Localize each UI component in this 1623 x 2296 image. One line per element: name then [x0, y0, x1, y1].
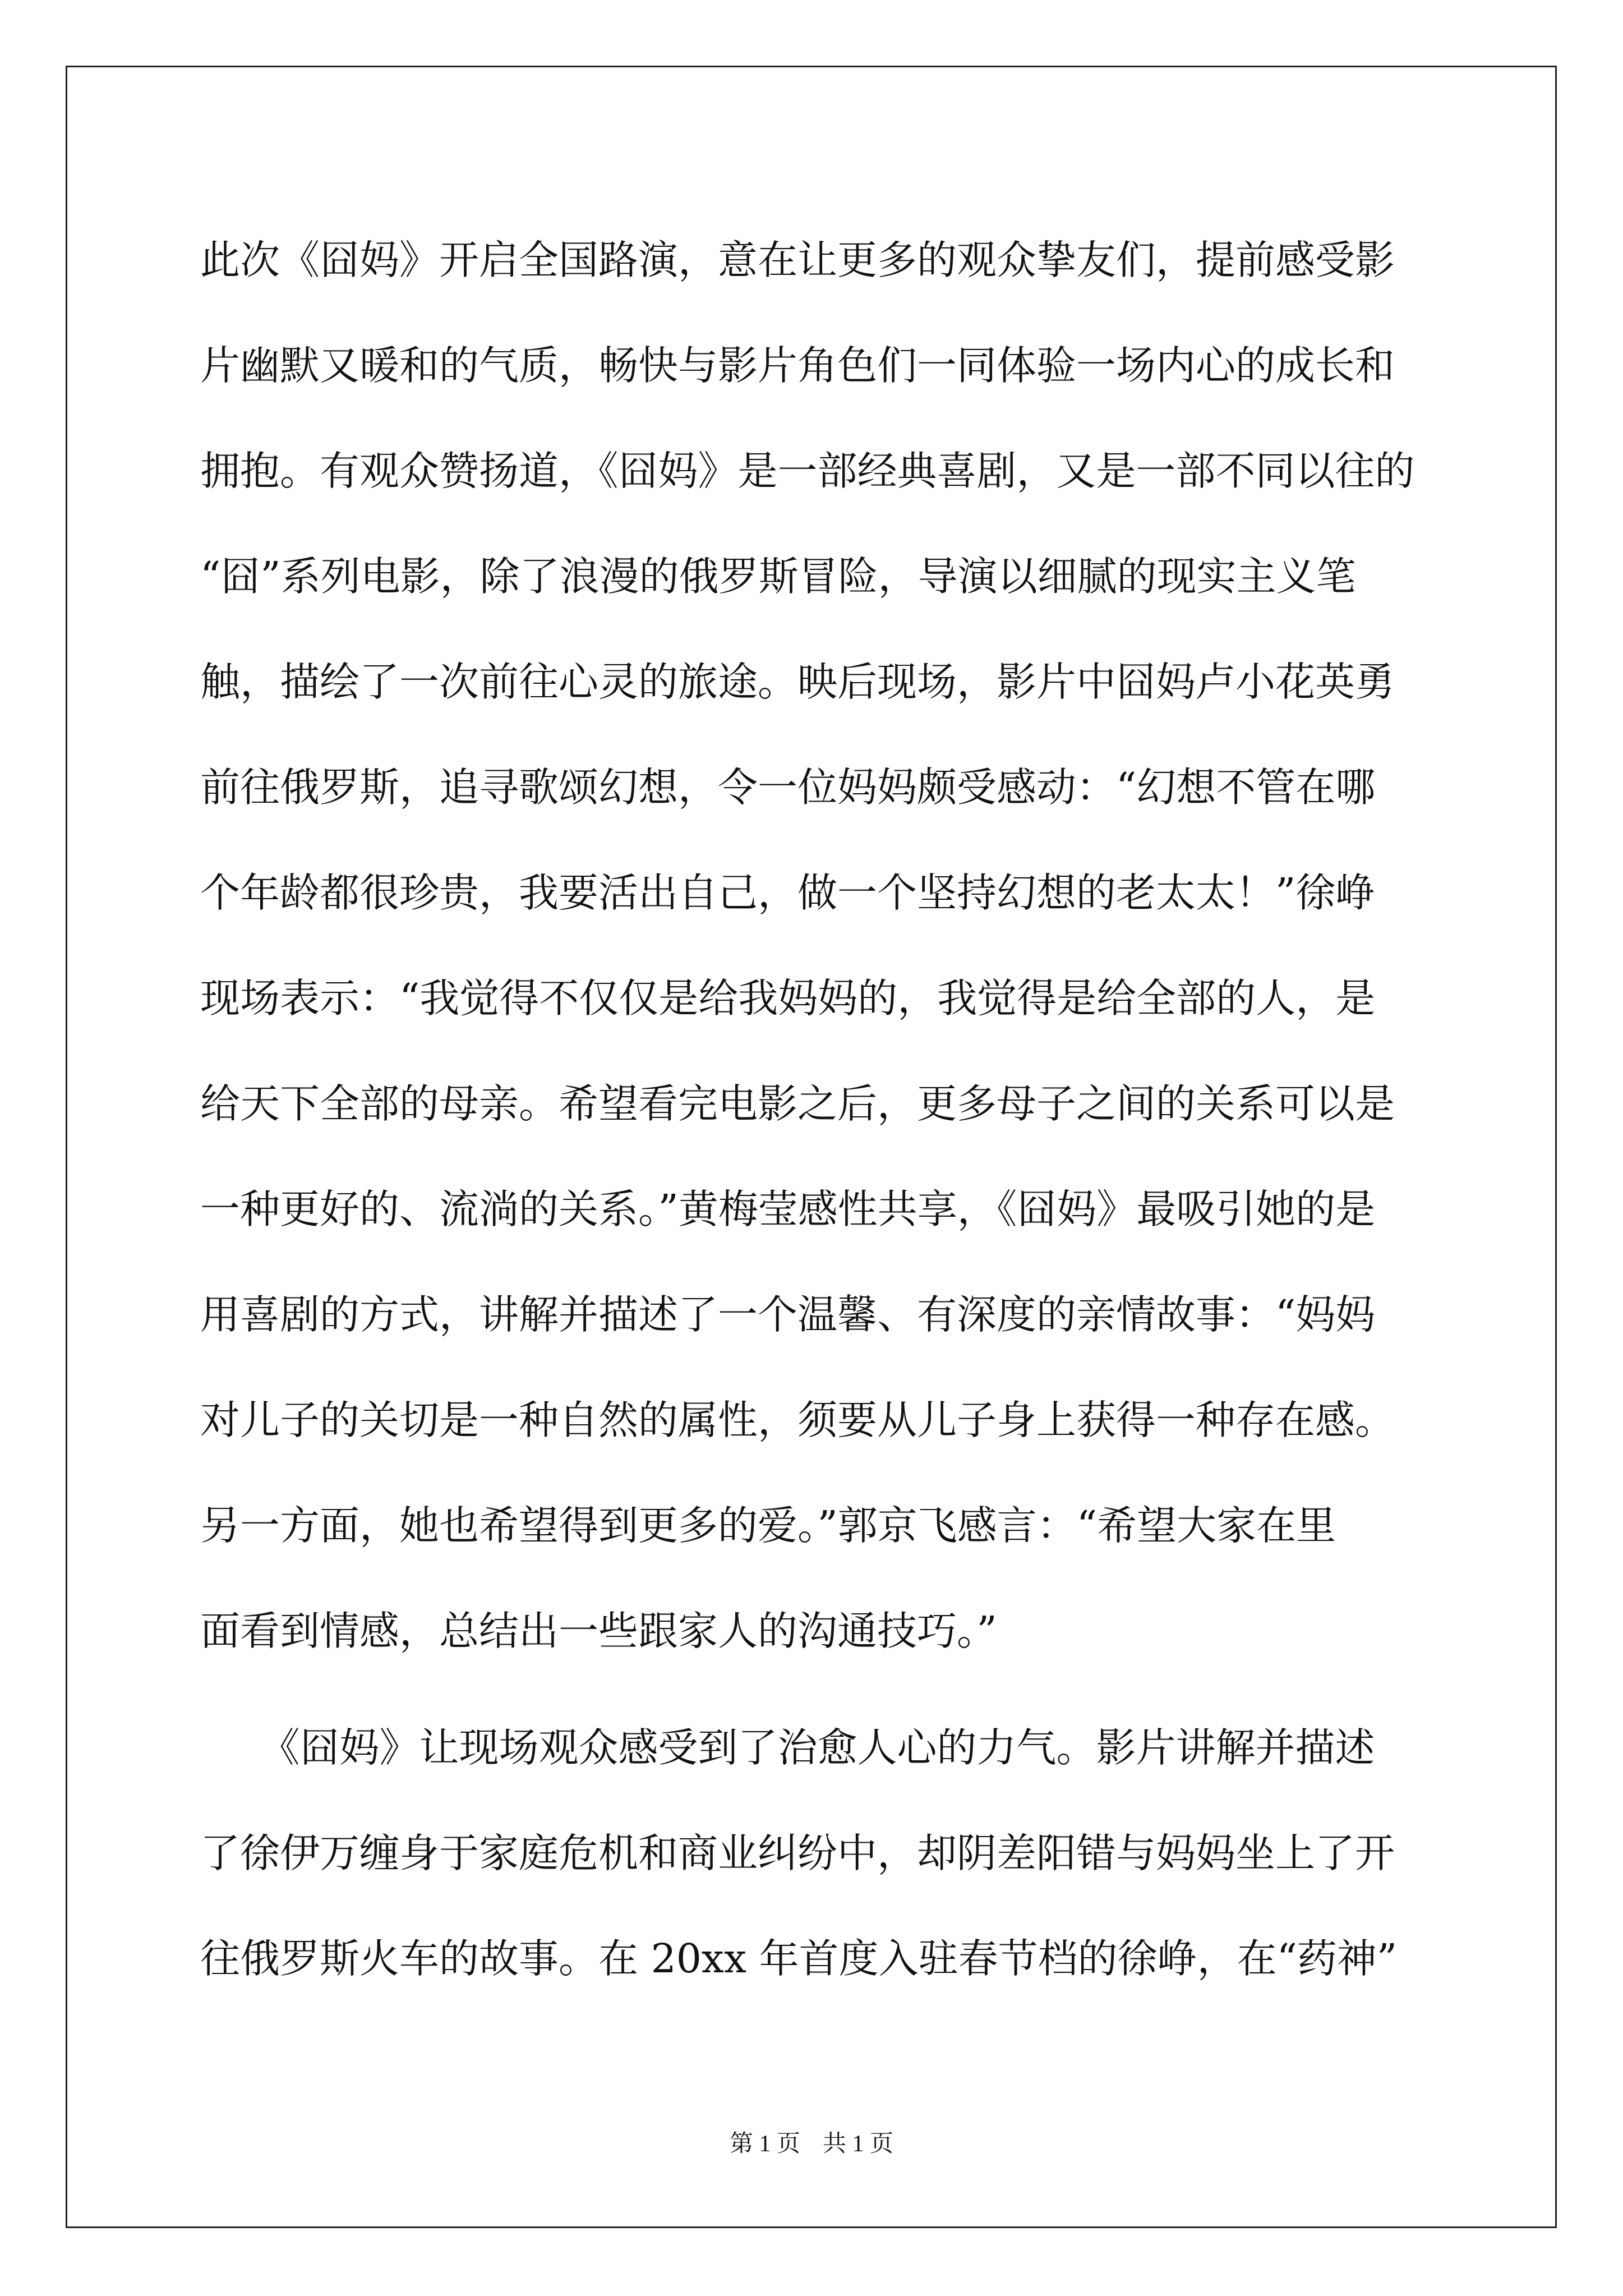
text-line: 前往俄罗斯，追寻歌颂幻想，令一位妈妈颇受感动：“幻想不管在哪	[200, 764, 1376, 811]
text-line: 此次《囧妈》开启全国路演，意在让更多的观众挚友们，提前感受影	[200, 237, 1395, 283]
text-line: 一种更好的、流淌的关系。”黄梅莹感性共享，《囧妈》最吸引她的是	[200, 1186, 1376, 1232]
text-line: 触，描绘了一次前往心灵的旅途。映后现场，影片中囧妈卢小花英勇	[200, 659, 1395, 705]
text-line: 拥抱。有观众赞扬道，《囧妈》是一部经典喜剧，又是一部不同以往的	[200, 448, 1415, 494]
text-line: “囧”系列电影，除了浪漫的俄罗斯冒险，导演以细腻的现实主义笔	[200, 553, 1356, 600]
text-line: 面看到情感，总结出一些跟家人的沟通技巧。”	[200, 1608, 997, 1654]
text-line: 个年龄都很珍贵，我要活出自己，做一个坚持幻想的老太太！”徐峥	[200, 869, 1376, 916]
document-body	[200, 208, 1426, 2012]
paragraph-gap	[200, 1684, 1426, 1695]
text-line: 了徐伊万缠身于家庭危机和商业纠纷中，却阴差阳错与妈妈坐上了开	[200, 1830, 1395, 1876]
page-footer	[0, 2125, 1623, 2159]
paragraph-2	[200, 1695, 1426, 2012]
paragraph-1	[200, 208, 1426, 1684]
text-line: 用喜剧的方式，讲解并描述了一个温馨、有深度的亲情故事：“妈妈	[200, 1291, 1376, 1338]
text-line: 另一方面，她也希望得到更多的爱。”郭京飞感言：“希望大家在里	[200, 1502, 1336, 1549]
text-line: 片幽默又暖和的气质，畅快与影片角色们一同体验一场内心的成长和	[200, 342, 1395, 389]
page-total: 共 1 页	[823, 2131, 894, 2157]
text-line: 给天下全部的母亲。希望看完电影之后，更多母子之间的关系可以是	[200, 1080, 1395, 1127]
text-line: 现场表示：“我觉得不仅仅是给我妈妈的，我觉得是给全部的人，是	[200, 975, 1376, 1022]
text-line: 往俄罗斯火车的故事。在 20xx 年首度入驻春节档的徐峥，在“药神”	[200, 1935, 1398, 1982]
text-line: 对儿子的关切是一种自然的属性，须要从儿子身上获得一种存在感。	[200, 1397, 1395, 1443]
text-line: 《囧妈》让现场观众感受到了治愈人心的力气。影片讲解并描述	[200, 1724, 1375, 1771]
page-number: 第 1 页	[729, 2131, 800, 2157]
